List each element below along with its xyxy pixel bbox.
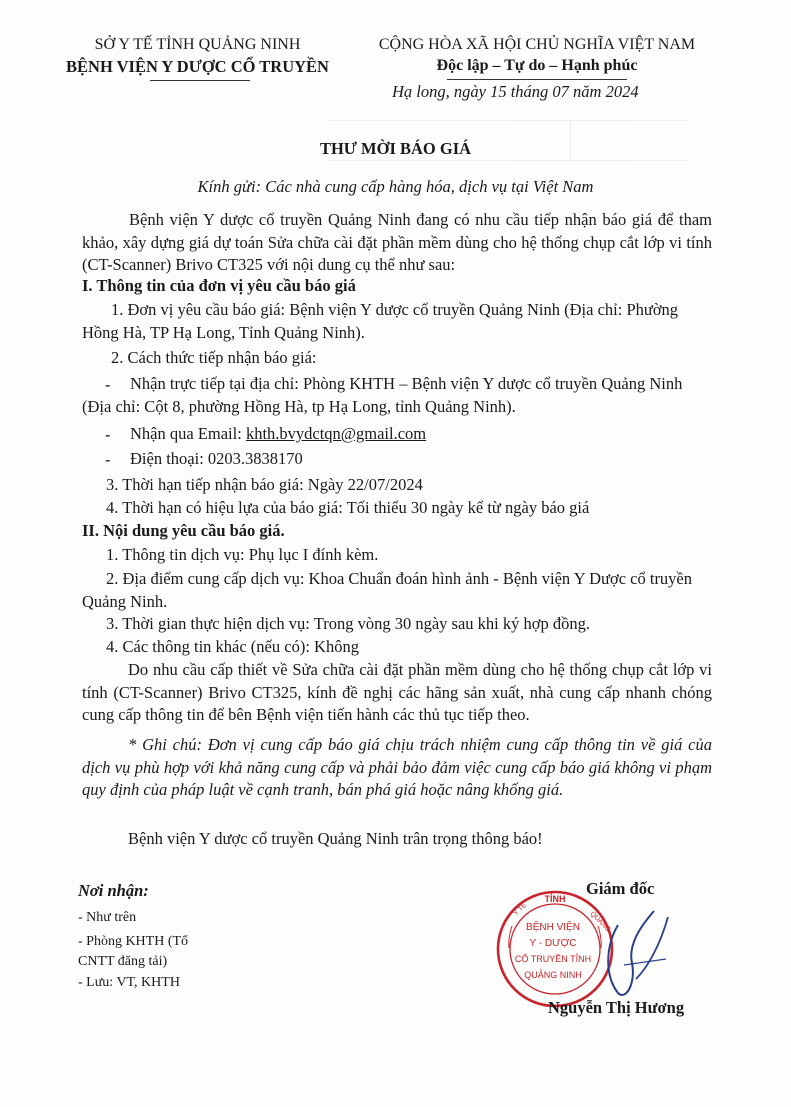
section2-item1: 1. Thông tin dịch vụ: Phụ lục I đính kèm.	[106, 545, 379, 564]
header-date: Hạ long, ngày 15 tháng 07 năm 2024	[392, 82, 639, 101]
header-left-underline	[150, 80, 250, 81]
signer-name: Nguyễn Thị Hương	[548, 998, 685, 1017]
section2-heading: II. Nội dung yêu cầu báo giá.	[82, 521, 285, 540]
closing-paragraph: Do nhu cầu cấp thiết về Sửa chữa cài đặt phần mềm dùng cho hệ thống chụp cắt lớp vi tính (CT-Scanner) Brivo CT325, kính đề nghị các hãng sản xuất, nhà cung cấp nhanh chóng cung cấp thông tin để bên Bệnh viện tiến hành các thủ tục tiếp theo.	[82, 660, 712, 724]
email-label: Nhận qua Email:	[130, 424, 246, 443]
handwritten-signature	[596, 905, 676, 1005]
svg-text:CỔ TRUYỀN TỈNH: CỔ TRUYỀN TỈNH	[514, 954, 592, 964]
bullet3-dash: -	[105, 450, 111, 469]
document-title: THƯ MỜI BÁO GIÁ	[319, 139, 472, 158]
signer-role: Giám đốc	[586, 879, 655, 898]
section1-item1: 1. Đơn vị yêu cầu báo giá: Bệnh viện Y dược cổ truyền Quảng Ninh (Địa chỉ: Phường Hồng Hà, TP Hạ Long, Tỉnh Quảng Ninh).	[82, 300, 679, 342]
svg-text:Y TẾ: Y TẾ	[512, 901, 529, 918]
section1-bullet1: Nhận trực tiếp tại địa chỉ: Phòng KHTH – Bệnh viện Y dược cổ truyền Quảng Ninh (Địa chỉ: Cột 8, phường Hồng Hà, tp Hạ Long, tỉnh Quảng Ninh).	[82, 374, 683, 416]
section2-item3: 3. Thời gian thực hiện dịch vụ: Trong vòng 30 ngày sau khi ký hợp đồng.	[106, 614, 590, 633]
bullet2-dash: -	[105, 425, 111, 444]
note-paragraph: * Ghi chú: Đơn vị cung cấp báo giá chịu trách nhiệm cung cấp thông tin về giá của dịch vụ phù hợp với khả năng cung cấp và phải bảo đảm việc cung cấp báo giá không vi phạm quy định của pháp luật về cạnh tranh, bán phá giá hoặc nâng khống giá.	[82, 735, 712, 799]
section2-item4: 4. Các thông tin khác (nếu có): Không	[106, 637, 359, 656]
header-right-underline	[447, 79, 627, 80]
recipients-line3: - Lưu: VT, KHTH	[78, 975, 180, 990]
header-motto: Độc lập – Tự do – Hạnh phúc	[436, 57, 638, 74]
svg-text:TỈNH: TỈNH	[544, 894, 566, 904]
intro-paragraph: Bệnh viện Y dược cổ truyền Quảng Ninh đang có nhu cầu tiếp nhận báo giá để tham khảo, xây dựng giá dự toán Sửa chữa cài đặt phần mềm dùng cho hệ thống chụp cắt lớp vi tính (CT-Scanner) Brivo CT325 với nội dung cụ thể như sau:	[82, 210, 712, 274]
svg-text:BỆNH VIỆN: BỆNH VIỆN	[526, 922, 580, 933]
section1-bullet2	[130, 424, 426, 444]
recipients-heading: Nơi nhận:	[78, 881, 149, 900]
final-line: Bệnh viện Y dược cổ truyền Quảng Ninh trân trọng thông báo!	[128, 829, 543, 848]
email-link[interactable]: khth.bvydctqn@gmail.com	[245, 424, 427, 443]
recipients-line1: - Như trên	[78, 910, 137, 925]
svg-text:Y - DƯỢC: Y - DƯỢC	[529, 938, 577, 949]
header-hospital: BỆNH VIỆN Y DƯỢC CỔ TRUYỀN	[66, 57, 329, 76]
section1-bullet3: Điện thoại: 0203.3838170	[130, 449, 303, 468]
section1-item3: 3. Thời hạn tiếp nhận báo giá: Ngày 22/07/2024	[106, 475, 423, 494]
section1-heading: I. Thông tin của đơn vị yêu cầu báo giá	[82, 276, 356, 295]
recipient-line: Kính gửi: Các nhà cung cấp hàng hóa, dịch vụ tại Việt Nam	[197, 177, 594, 196]
section1-item2: 2. Cách thức tiếp nhận báo giá:	[111, 348, 317, 367]
section1-item4: 4. Thời hạn có hiệu lựa của báo giá: Tối thiểu 30 ngày kể từ ngày báo giá	[106, 498, 590, 517]
svg-text:QUẢNG: QUẢNG	[588, 910, 612, 934]
recipients-line2: - Phòng KHTH (Tổ CNTT đăng tải)	[78, 934, 189, 969]
svg-text:QUẢNG NINH: QUẢNG NINH	[524, 970, 582, 980]
section2-item2: 2. Địa điểm cung cấp dịch vụ: Khoa Chuẩn đoán hình ảnh - Bệnh viện Y Dược cổ truyền Quảng Ninh.	[82, 569, 693, 611]
header-ministry: SỞ Y TẾ TỈNH QUẢNG NINH	[94, 36, 301, 53]
header-country: CỘNG HÒA XÃ HỘI CHỦ NGHĨA VIỆT NAM	[378, 36, 696, 53]
bullet1-dash: -	[105, 375, 111, 394]
